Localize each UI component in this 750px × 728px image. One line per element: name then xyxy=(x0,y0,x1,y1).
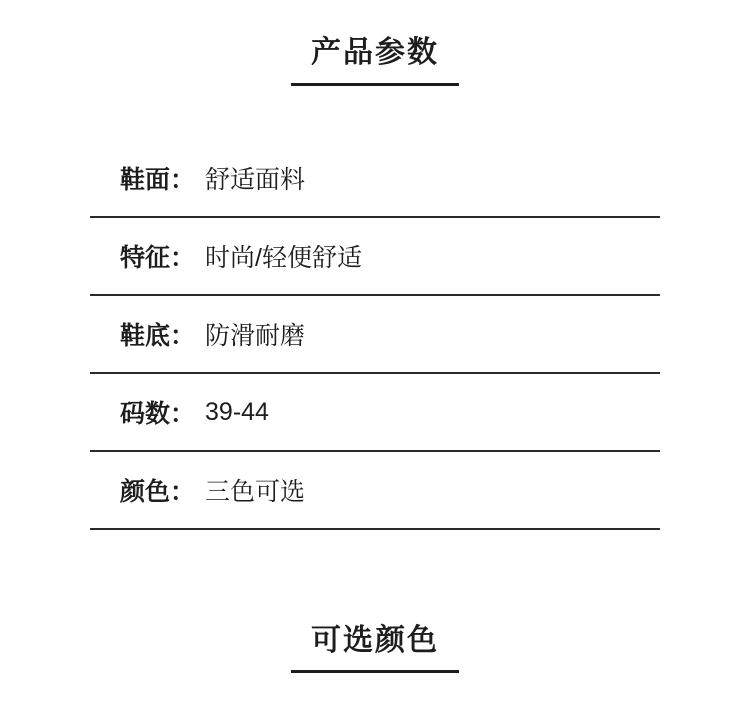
spec-label: 特征： xyxy=(120,244,196,272)
section-title: 可选颜色 xyxy=(311,624,439,657)
spec-value: 三色可选 xyxy=(205,478,306,506)
section-colors-header xyxy=(0,615,750,673)
spec-label: 鞋底： xyxy=(120,322,196,350)
spec-value: 39-44 xyxy=(205,397,269,426)
table-row xyxy=(90,452,660,530)
spec-label: 鞋面： xyxy=(120,166,196,194)
table-row xyxy=(90,296,660,374)
page-title: 产品参数 xyxy=(311,36,439,69)
spec-value: 防滑耐磨 xyxy=(205,322,306,350)
spec-value: 时尚/轻便舒适 xyxy=(205,244,362,272)
spec-label: 颜色： xyxy=(120,478,196,506)
section-params-header xyxy=(0,0,750,86)
table-row xyxy=(90,140,660,218)
spec-table xyxy=(90,140,660,530)
title-underline-rule xyxy=(291,83,459,86)
spec-label: 码数： xyxy=(120,400,196,428)
table-row xyxy=(90,374,660,452)
title-underline-rule xyxy=(291,670,459,673)
table-row xyxy=(90,218,660,296)
spec-value: 舒适面料 xyxy=(205,166,306,194)
